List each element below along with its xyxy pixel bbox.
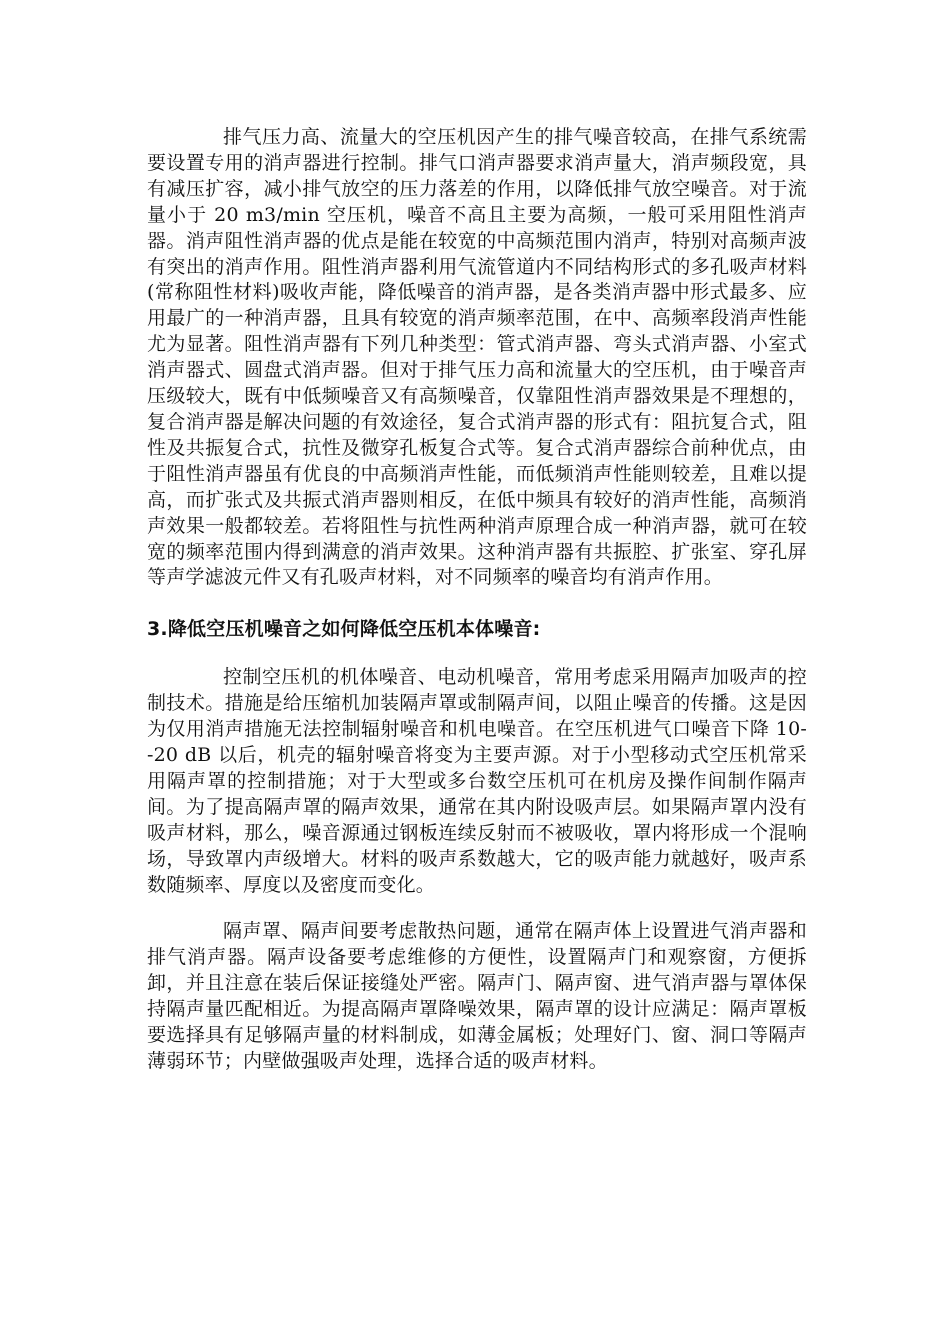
paragraph-exhaust-muffler: 排气压力高、流量大的空压机因产生的排气噪音较高，在排气系统需要设置专用的消声器进行控制。排气口消声器要求消声量大，消声频段宽，具有减压扩容，减小排气放空的压力落差的作用，以降低排气放空噪音。对于流量小于 20 m3/min 空压机，噪音不高且主要为高频，一般可采用阻性消声器。消声阻性消声器的优点是能在较宽的中高频范围内消声，特别对高频声波有突出的消声作用。阻性消声器利用气流管道内不同结构形式的多孔吸声材料(常称阻性材料)吸收声能，降低噪音的消声器，是各类消声器中形式最多、应用最广的一种消声器，且具有较宽的消声频率范围，在中、高频率段消声性能尤为显著。阻性消声器有下列几种类型：管式消声器、弯头式消声器、小室式消声器式、圆盘式消声器。但对于排气压力高和流量大的空压机，由于噪音声压级较大，既有中低频噪音又有高频噪音，仅靠阻性消声器效果是不理想的，复合消声器是解决问题的有效途径，复合式消声器的形式有：阻抗复合式，阻性及共振复合式，抗性及微穿孔板复合式等。复合式消声器综合前种优点，由于阻性消声器虽有优良的中高频消声性能，而低频消声性能则较差，且难以提高，而扩张式及共振式消声器则相反，在低中频具有较好的消声性能，高频消声效果一般都较差。若将阻性与抗性两种消声原理合成一种消声器，就可在较宽的频率范围内得到满意的消声效果。这种消声器有共振腔、扩张室、穿孔屏等声学滤波元件又有孔吸声材料，对不同频率的噪音均有消声作用。	[147, 126, 807, 589]
document-page	[147, 125, 807, 1075]
paragraph-spacer	[147, 898, 807, 919]
paragraph-body-noise-control: 控制空压机的机体噪音、电动机噪音，常用考虑采用隔声加吸声的控制技术。措施是给压缩机加装隔声罩或制隔声间，以阻止噪音的传播。这是因为仅用消声措施无法控制辐射噪音和机电噪音。在空压机进气口噪音下降 10--20 dB 以后，机壳的辐射噪音将变为主要声源。对于小型移动式空压机常采用隔声罩的控制措施；对于大型或多台数空压机可在机房及操作间制作隔声间。为了提高隔声罩的隔声效果，通常在其内附设吸声层。如果隔声罩内没有吸声材料，那么，噪音源通过钢板连续反射而不被吸收，罩内将形成一个混响场，导致罩内声级增大。材料的吸声系数越大，它的吸声能力就越好，吸声系数随频率、厚度以及密度而变化。	[147, 666, 807, 896]
section-heading: 3.降低空压机噪音之如何降低空压机本体噪音:	[147, 618, 541, 641]
paragraph-enclosure-design: 隔声罩、隔声间要考虑散热问题，通常在隔声体上设置进气消声器和排气消声器。隔声设备要考虑维修的方便性，设置隔声门和观察窗，方便拆卸，并且注意在装后保证接缝处严密。隔声门、隔声窗、进气消声器与罩体保持隔声量匹配相近。为提高隔声罩降噪效果，隔声罩的设计应满足：隔声罩板要选择具有足够隔声量的材料制成，如薄金属板；处理好门、窗、洞口等隔声薄弱环节；内壁做强吸声处理，选择合适的吸声材料。	[147, 920, 807, 1072]
